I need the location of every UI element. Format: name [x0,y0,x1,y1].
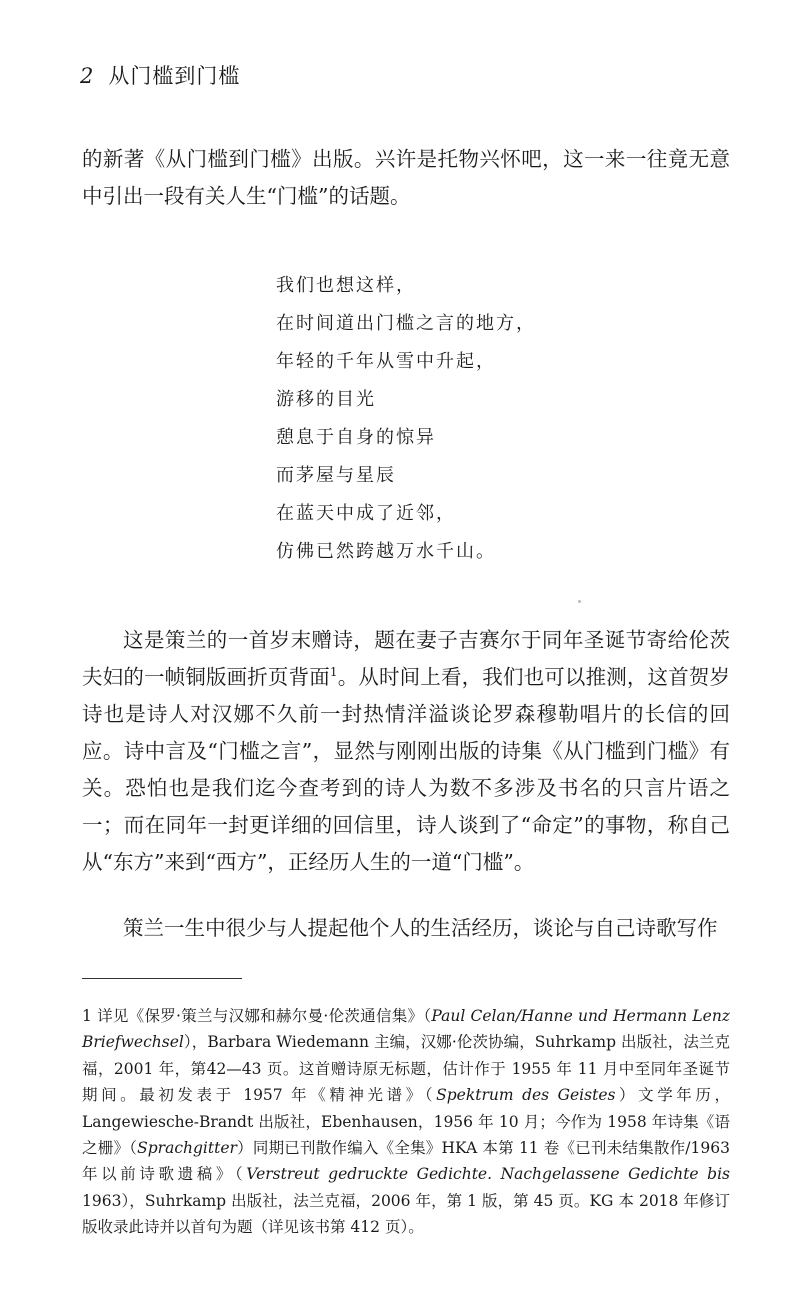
footnote-italic-title: Verstreut gedruckte Gedichte. Nachgelassene Gedichte bis [246,1165,730,1184]
paragraph-3-text: 策兰一生中很少与人提起他个人的生活经历，谈论与自己诗歌写作 [123,916,718,940]
print-speck [578,600,581,603]
poem-line: 我们也想这样， [276,275,416,296]
footnote-italic-title: Spektrum des Geistes [436,1086,616,1105]
footnote-italic-title: Sprachgitter [137,1139,237,1158]
poem-line: 在时间道出门槛之言的地方， [276,313,536,334]
poem-line: 憩息于自身的惊异 [276,427,436,448]
footnote-reference[interactable]: 1 [329,665,338,680]
poem-block [276,267,536,571]
footnote-text: 详见《保罗·策兰与汉娜和赫尔曼·伦茨通信集》（ [91,1007,432,1025]
poem-line: 在蓝天中成了近邻， [276,503,456,524]
poem-line: 仿佛已然跨越万水千山。 [276,541,496,562]
footnote-divider [82,978,242,979]
footnote-text: 1963），Suhrkamp 出版社，法兰克福，2006 年，第 1 版，第 45 页。KG 本 2018 年修订版收录此诗并以首句为题（详见该书第 412 页）。 [82,1191,730,1237]
footnote-text: ）同期已刊散作编入《全集》HKA 本第 11 卷《已刊未结集散作/1963 年以前诗歌遗稿》（ [82,1139,730,1184]
poem-line: 游移的目光 [276,389,376,410]
footnote-text: ），Barbara Wiedemann 主编，汉娜·伦茨协编，Suhrkamp 出版社，法兰克福，2001 年，第42—43 页。这首赠诗原无标题，估计作于 1955 年 11 月中至同年圣诞节期间。最初发表于 1957 年《精神光谱》（ [82,1033,730,1105]
footnote-number: 1 [82,1007,92,1025]
page-number: 2 [80,64,95,88]
running-header [80,60,240,90]
paragraph-1-text: 的新著《从门槛到门槛》出版。兴许是托物兴怀吧，这一来一往竟无意中引出一段有关人生“门槛”的话题。 [82,147,730,208]
paragraph-2-text [82,622,730,881]
footnote-italic-title: Paul Celan/Hanne und Hermann Lenz Briefwechsel [82,1007,730,1052]
paragraph-2-part-1: 这是策兰的一首岁末赠诗，题在妻子吉赛尔于同年圣诞节寄给伦茨夫妇的一帧铜版画折页背面 [82,628,730,689]
footnote-text: ）文学年历，Langewiesche-Brandt 出版社，Ebenhausen，1956 年 10 月；今作为 1958 年诗集《语之栅》（ [82,1086,730,1158]
chapter-title: 从门槛到门槛 [108,64,241,88]
poem-line: 年轻的千年从雪中升起， [276,351,496,372]
paragraph-2 [82,622,730,881]
paragraph-2-part-2: 。从时间上看，我们也可以推测，这首贺岁诗也是诗人对汉娜不久前一封热情洋溢谈论罗森穆勒唱片的长信的回应。诗中言及“门槛之言”，显然与刚刚出版的诗集《从门槛到门槛》有关。恐怕也是我们迄今查考到的诗人为数不多涉及书名的只言片语之一；而在同年一封更详细的回信里，诗人谈到了“命定”的事物，称自己从“东方”来到“西方”，正经历人生的一道“门槛”。 [82,665,731,874]
paragraph-1 [82,141,730,215]
footnote-1 [82,1003,730,1241]
footnotes [82,1003,730,1241]
poem-line: 而茅屋与星辰 [276,465,396,486]
paragraph-3 [82,910,730,947]
